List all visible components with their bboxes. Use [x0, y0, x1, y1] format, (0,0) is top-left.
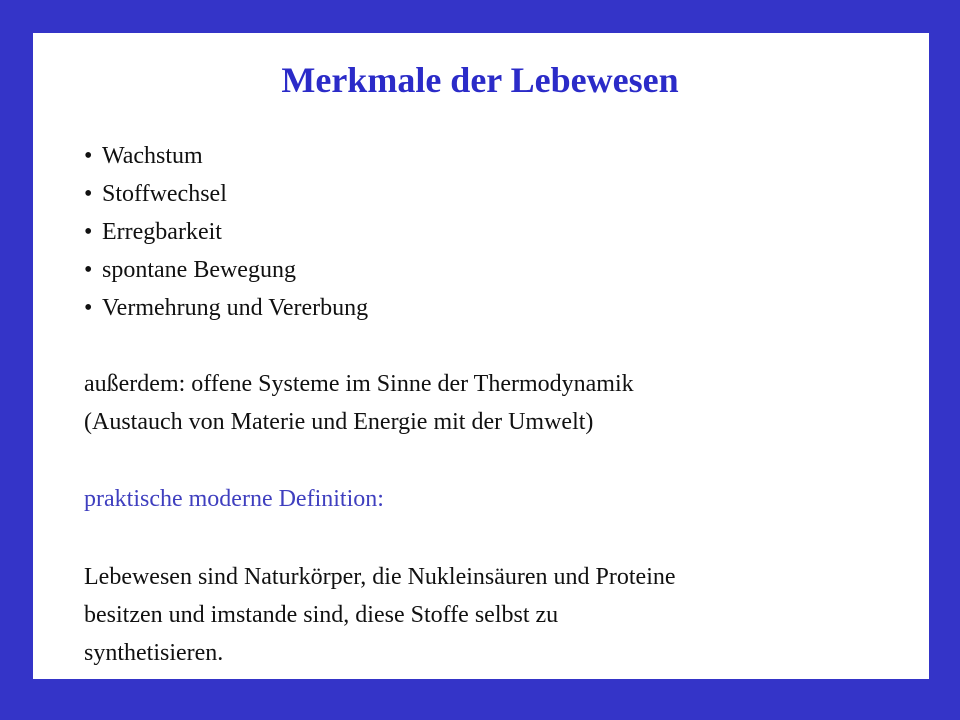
extra-note: [84, 365, 634, 441]
definition-text: [84, 558, 904, 672]
extra-note-line: außerdem: offene Systeme im Sinne der Thermodynamik: [84, 371, 634, 397]
bullet-icon: •: [84, 257, 93, 283]
definition-line: besitzen und imstande sind, diese Stoffe selbst zu: [84, 602, 559, 628]
bullet-icon: •: [84, 181, 93, 207]
definition-line: synthetisieren.: [84, 640, 224, 666]
bullet-icon: •: [84, 295, 93, 321]
feature-list: [84, 137, 368, 327]
list-item-label: Erregbarkeit: [102, 219, 222, 245]
bullet-icon: •: [84, 143, 93, 169]
definition-heading: praktische moderne Definition:: [84, 486, 384, 512]
list-item: [84, 213, 368, 251]
list-item-label: Stoffwechsel: [102, 181, 227, 207]
list-item-label: spontane Bewegung: [102, 257, 296, 283]
bullet-icon: •: [84, 219, 93, 245]
list-item: [84, 137, 368, 175]
list-item: [84, 251, 368, 289]
list-item-label: Vermehrung und Vererbung: [102, 295, 369, 321]
list-item: [84, 175, 368, 213]
slide-title: Merkmale der Lebewesen: [281, 60, 679, 100]
extra-note-line: (Austauch von Materie und Energie mit der Umwelt): [84, 409, 594, 435]
list-item: [84, 289, 368, 327]
list-item-label: Wachstum: [102, 143, 203, 169]
definition-line: Lebewesen sind Naturkörper, die Nukleinsäuren und Proteine: [84, 564, 676, 590]
